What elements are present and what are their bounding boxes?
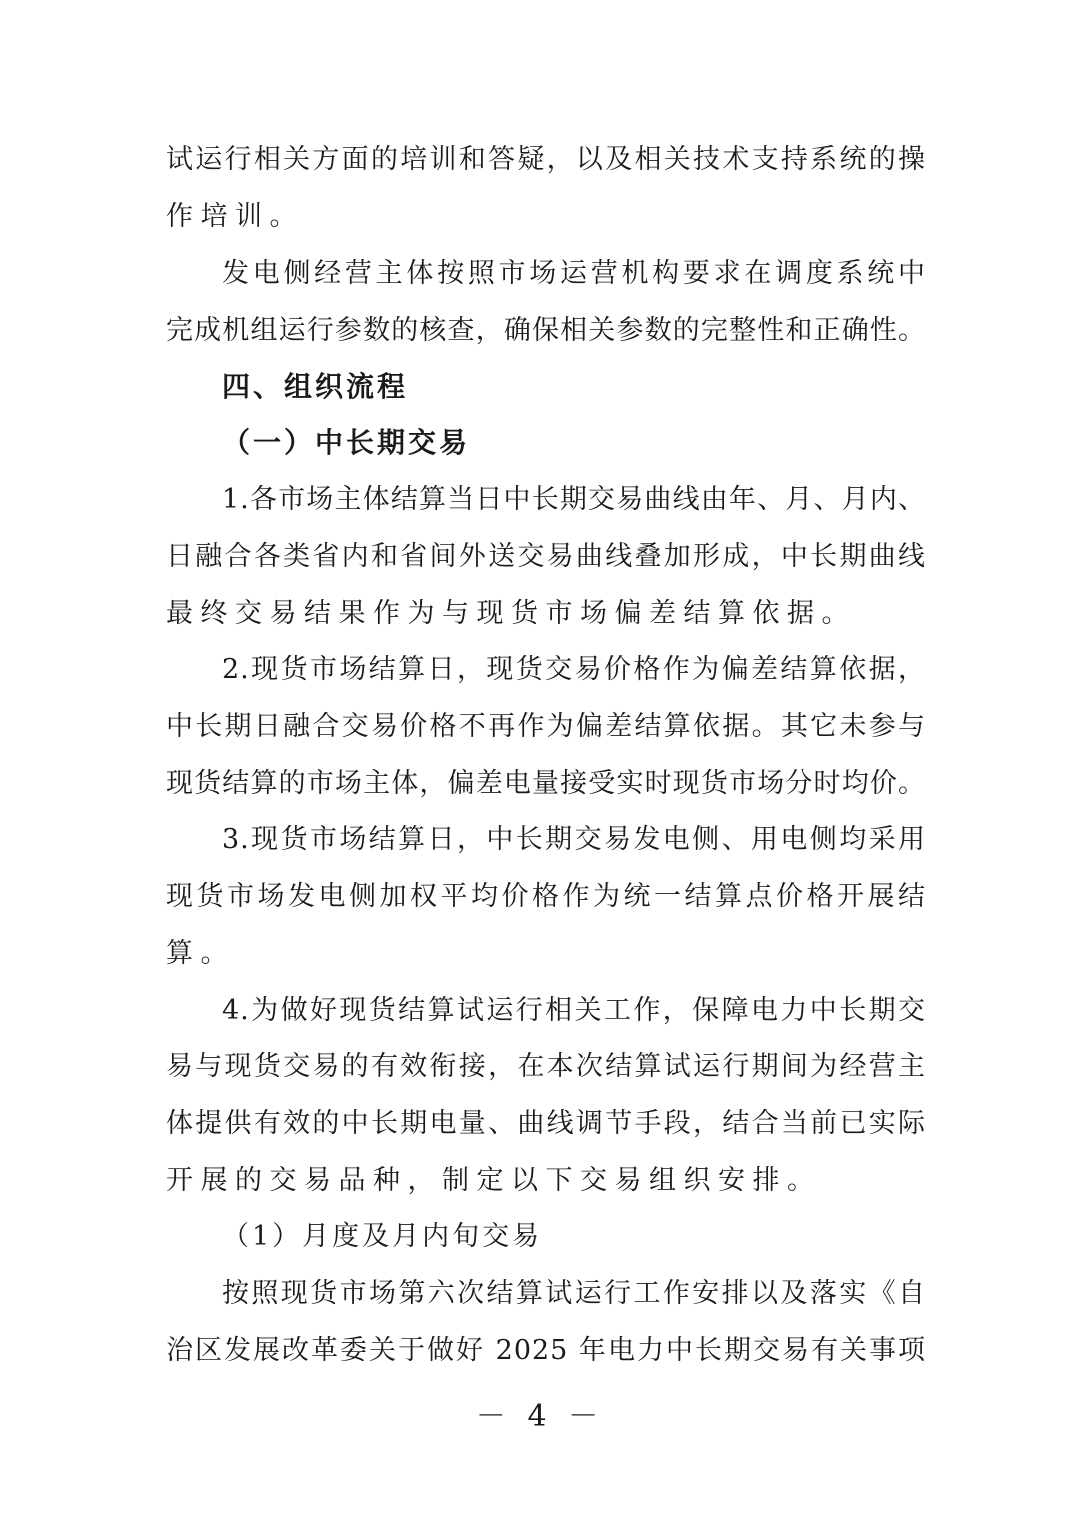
paragraph-line: 治区发展改革委关于做好 2025 年电力中长期交易有关事项 xyxy=(166,1335,926,1366)
paragraph-line: 最终交易结果作为与现货市场偏差结算依据。 xyxy=(166,598,856,629)
paragraph-line: 1.各市场主体结算当日中长期交易曲线由年、月、月内、 xyxy=(222,484,926,515)
paragraph-line: 按照现货市场第六次结算试运行工作安排以及落实《自 xyxy=(222,1278,926,1309)
list-item-heading: （1）月度及月内旬交易 xyxy=(222,1221,543,1252)
paragraph-line: 中长期日融合交易价格不再作为偏差结算依据。其它未参与 xyxy=(166,711,926,742)
paragraph-line: 现货市场发电侧加权平均价格作为统一结算点价格开展结 xyxy=(166,881,926,912)
subsection-heading: （一）中长期交易 xyxy=(222,426,471,459)
section-heading: 四、组织流程 xyxy=(222,370,409,403)
paragraph-line: 3.现货市场结算日，中长期交易发电侧、用电侧均采用 xyxy=(222,824,926,855)
paragraph-line: 发电侧经营主体按照市场运营机构要求在调度系统中 xyxy=(222,258,926,289)
page-number: － 4 － xyxy=(475,1399,605,1434)
paragraph-line: 算。 xyxy=(166,938,235,969)
paragraph-line: 体提供有效的中长期电量、曲线调节手段，结合当前已实际 xyxy=(166,1108,926,1139)
paragraph-line: 完成机组运行参数的核查，确保相关参数的完整性和正确性。 xyxy=(166,315,926,346)
paragraph-line: 现货结算的市场主体，偏差电量接受实时现货市场分时均价。 xyxy=(166,768,926,799)
paragraph-line: 易与现货交易的有效衔接，在本次结算试运行期间为经营主 xyxy=(166,1051,926,1082)
paragraph-line: 开展的交易品种，制定以下交易组织安排。 xyxy=(166,1165,822,1196)
paragraph-line: 2.现货市场结算日，现货交易价格作为偏差结算依据， xyxy=(222,654,926,685)
paragraph-line: 试运行相关方面的培训和答疑，以及相关技术支持系统的操 xyxy=(166,144,926,175)
paragraph-line: 作培训。 xyxy=(166,201,304,232)
paragraph-line: 4.为做好现货结算试运行相关工作，保障电力中长期交 xyxy=(222,995,926,1026)
paragraph-line: 日融合各类省内和省间外送交易曲线叠加形成，中长期曲线 xyxy=(166,541,926,572)
